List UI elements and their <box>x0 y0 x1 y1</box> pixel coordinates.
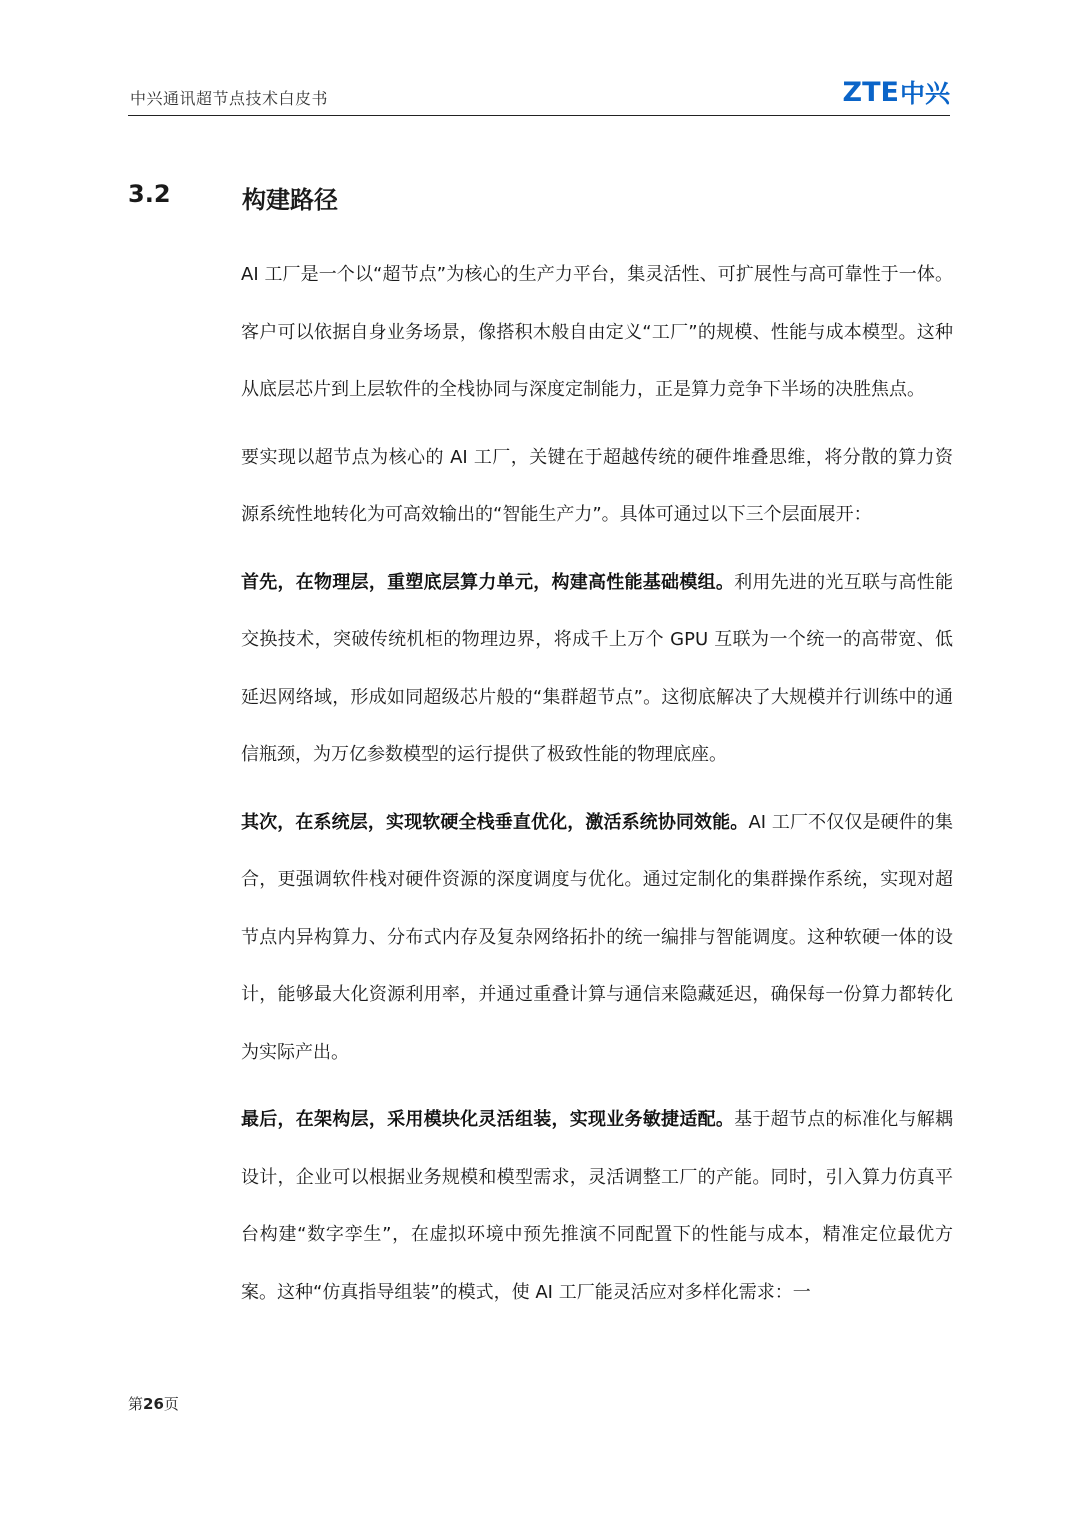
paragraph-text: AI 工厂是一个以“超节点”为核心的生产力平台，集灵活性、可扩展性与高可靠性于一体。客户可以依据自身业务场景，像搭积木般自由定义“工厂”的规模、性能与成本模型。这种从底层芯片到上层软件的全栈协同与深度定制能力，正是算力竞争下半场的决胜焦点。 <box>241 264 953 400</box>
paragraph-text: AI 工厂不仅仅是硬件的集合，更强调软件栈对硬件资源的深度调度与优化。通过定制化的集群操作系统，实现对超节点内异构算力、分布式内存及复杂网络拓扑的统一编排与智能调度。这种软硬一体的设计，能够最大化资源利用率，并通过重叠计算与通信来隐藏延迟，确保每一份算力都转化为实际产出。 <box>241 811 954 1063</box>
paragraph-lead: 最后，在架构层，采用模块化灵活组装，实现业务敏捷适配。 <box>241 1109 735 1130</box>
zte-logo <box>843 76 950 108</box>
section-heading <box>128 180 950 216</box>
document-title: 中兴通讯超节点技术白皮书 <box>130 89 329 108</box>
page-prefix: 第 <box>128 1395 144 1413</box>
paragraph-lead: 首先，在物理层，重塑底层算力单元，构建高性能基础模组。 <box>241 571 735 593</box>
header-divider <box>128 115 950 116</box>
paragraph <box>241 554 953 784</box>
logo-cjk-text: 中兴 <box>899 79 950 108</box>
paragraph <box>241 246 953 419</box>
paragraph-text: 基于超节点的标准化与解耦设计，企业可以根据业务规模和模型需求，灵活调整工厂的产能。同时，引入算力仿真平台构建“数字孪生”，在虚拟环境中预先推演不同配置下的性能与成本，精准定位最优方案。这种“仿真指导组装”的模式，使 AI 工厂能灵活应对多样化需求：一 <box>241 1109 954 1303</box>
paragraph-text: 利用先进的光互联与高性能交换技术，突破传统机柜的物理边界，将成千上万个 GPU 互联为一个统一的高带宽、低延迟网络域，形成如同超级芯片般的“集群超节点”。这彻底解决了大规模并行训练中的通信瓶颈，为万亿参数模型的运行提供了极致性能的物理底座。 <box>241 571 954 765</box>
logo-latin-text: ZTE <box>842 76 899 108</box>
section-number: 3.2 <box>128 180 171 208</box>
paragraph-lead: 其次，在系统层，实现软硬全栈垂直优化，激活系统协同效能。 <box>241 811 749 833</box>
paragraph-text: 要实现以超节点为核心的 AI 工厂，关键在于超越传统的硬件堆叠思维，将分散的算力资源系统性地转化为可高效输出的“智能生产力”。具体可通过以下三个层面展开： <box>241 446 953 525</box>
page-suffix: 页 <box>163 1395 179 1413</box>
body-content <box>241 246 953 1331</box>
paragraph <box>241 794 953 1082</box>
page-footer <box>128 1393 179 1414</box>
paragraph <box>241 429 953 544</box>
section-title: 构建路径 <box>242 186 338 214</box>
paragraph <box>241 1091 953 1321</box>
page-number: 26 <box>143 1395 164 1413</box>
page-header <box>128 76 950 112</box>
